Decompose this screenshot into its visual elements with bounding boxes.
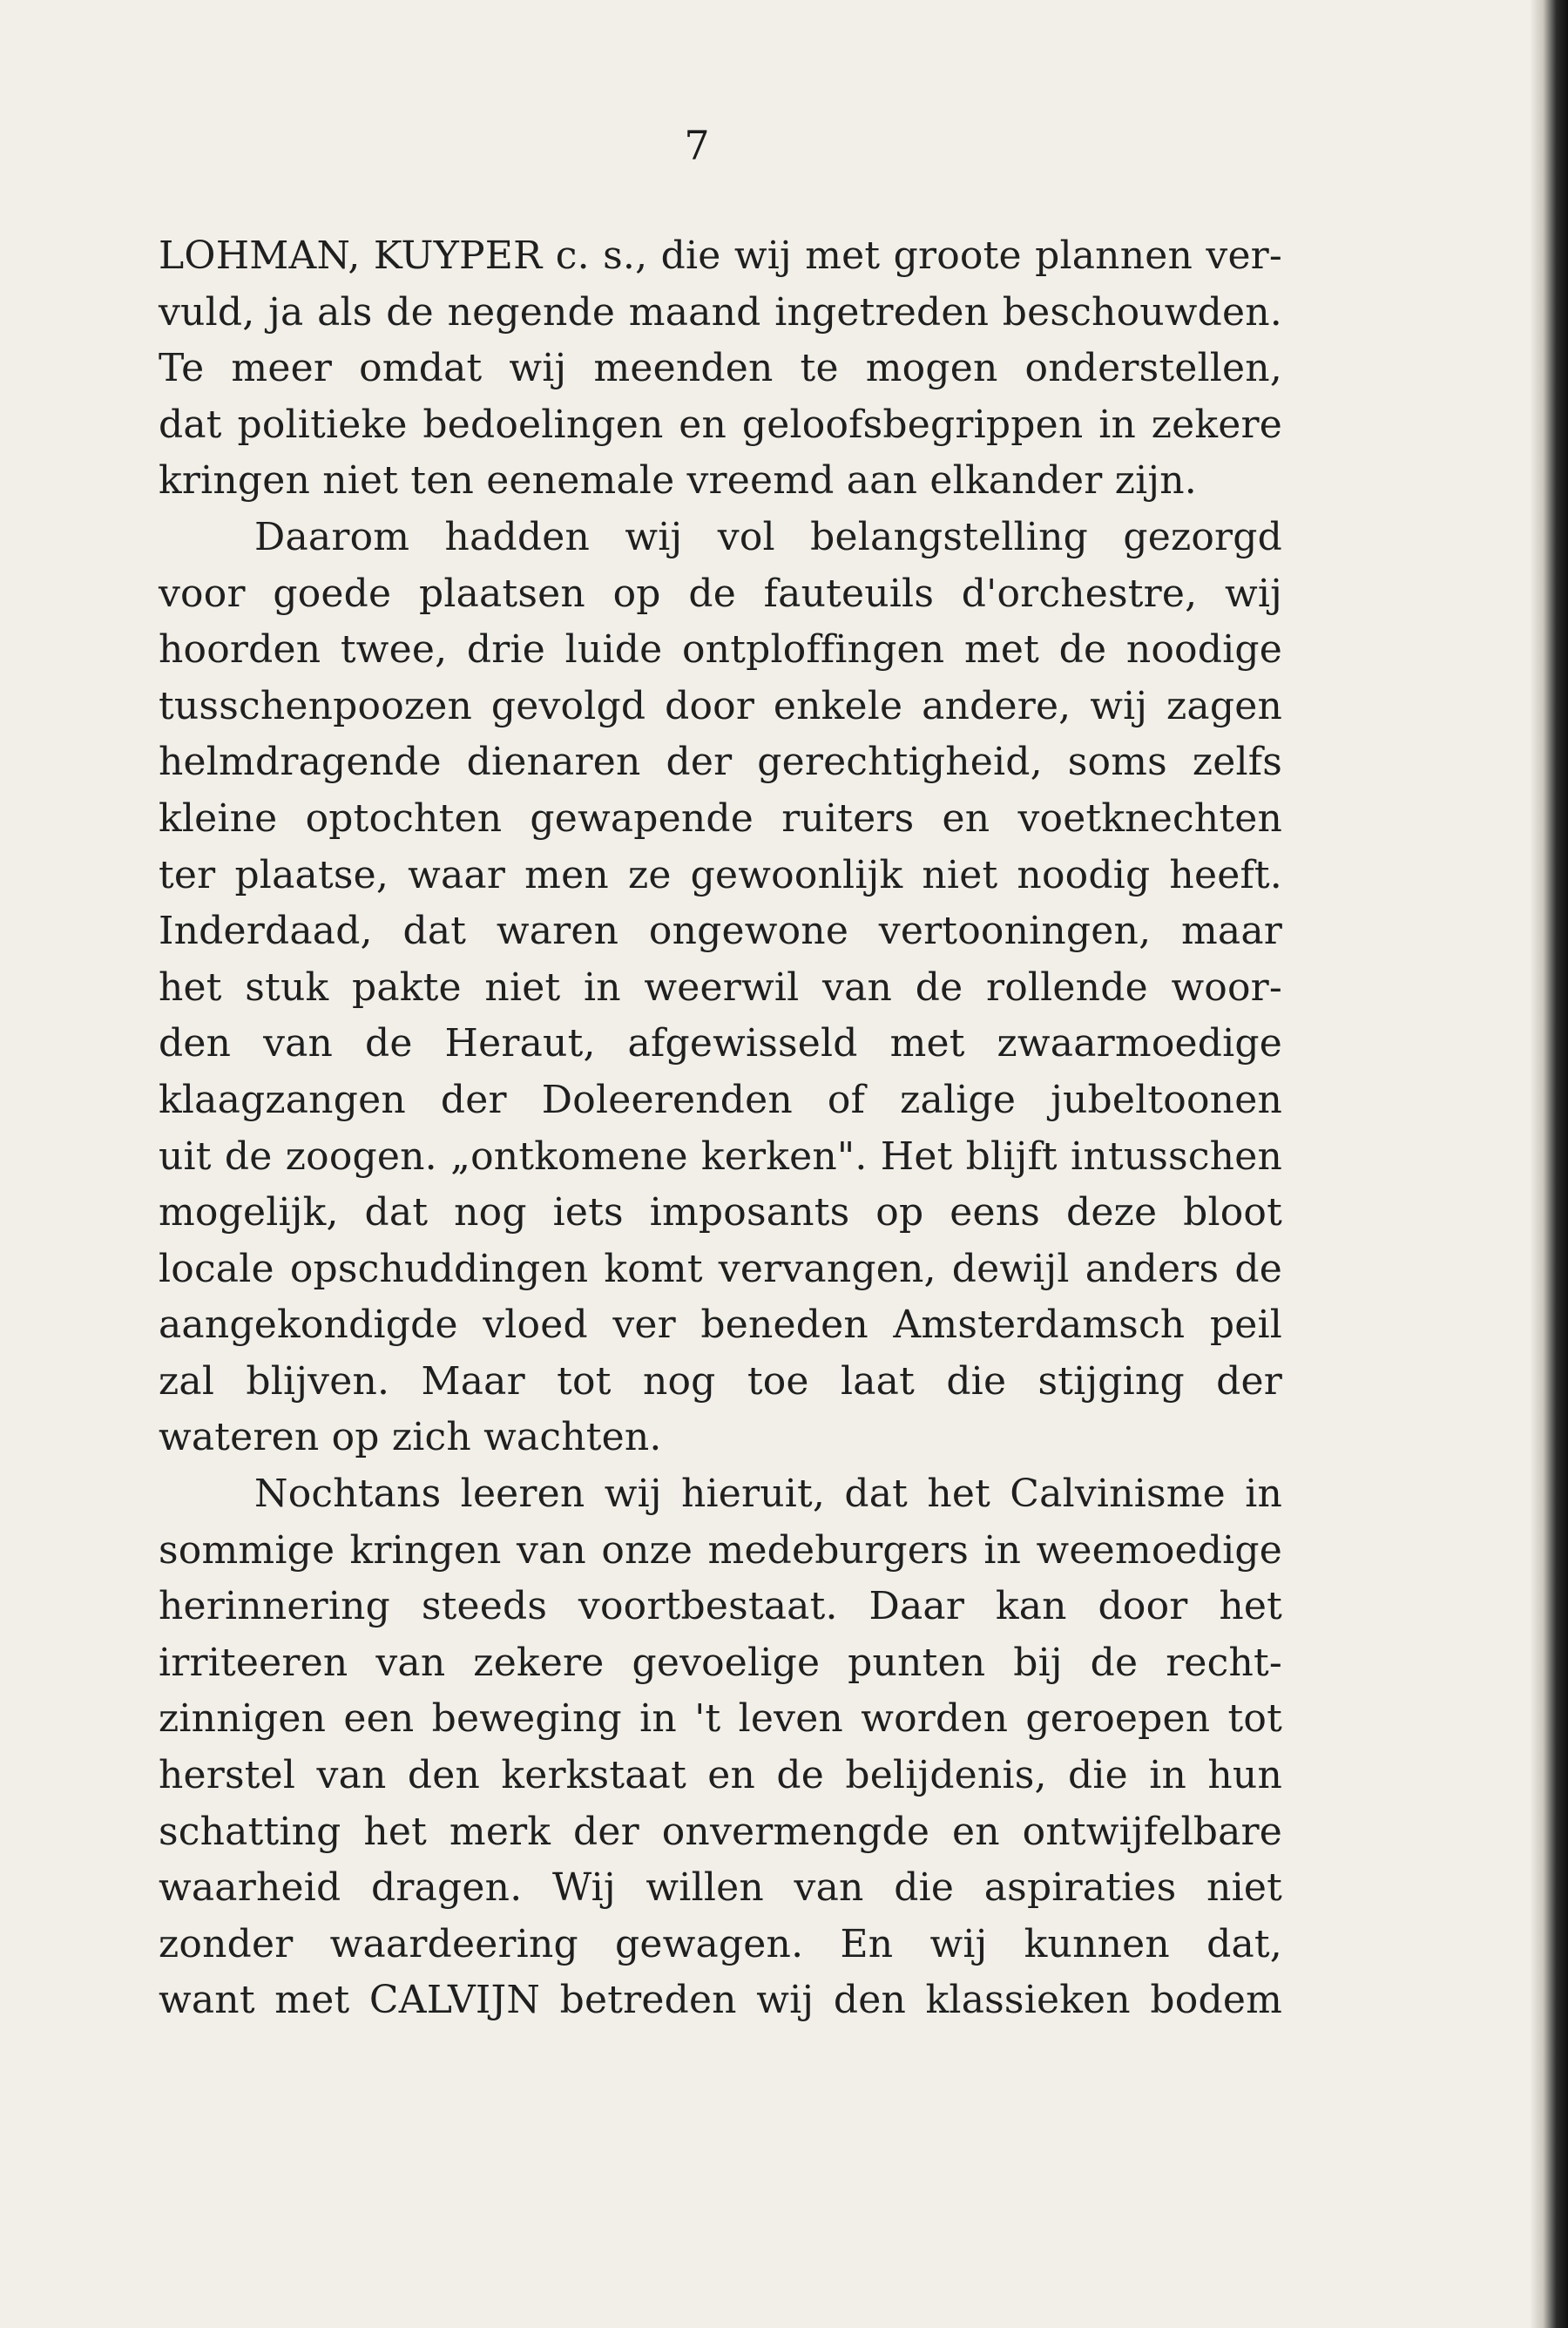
text-line: zal blijven. Maar tot nog toe laat die stijging der: [159, 1358, 1282, 1404]
paragraph-3: [159, 1466, 1282, 2029]
text-line: kringen niet ten eenemale vreemd aan elkander zijn.: [159, 458, 1197, 504]
text-line: mogelijk, dat nog iets imposants op eens deze bloot: [159, 1190, 1282, 1235]
text-line: hoorden twee, drie luide ontploffingen met de noodige: [159, 627, 1282, 673]
paragraph-2: [159, 510, 1282, 1466]
text-line: het stuk pakte niet in weerwil van de rollende woor-: [159, 964, 1282, 1010]
text-line: herinnering steeds voortbestaat. Daar kan door het: [159, 1584, 1282, 1629]
text-line: wateren op zich wachten.: [159, 1415, 662, 1460]
text-line: herstel van den kerkstaat en de belijdenis, die in hun: [159, 1753, 1282, 1798]
text-line: zinnigen een beweging in 't leven worden geroepen tot: [159, 1696, 1282, 1742]
text-line: dat politieke bedoelingen en geloofsbegrippen in zekere: [159, 402, 1282, 447]
text-line: Te meer omdat wij meenden te mogen onderstellen,: [159, 346, 1282, 391]
page-edge-shadow: [1530, 0, 1568, 2328]
text-line: zonder waardeering gewagen. En wij kunnen dat,: [159, 1921, 1282, 1966]
text-line: Inderdaad, dat waren ongewone vertooningen, maar: [159, 909, 1282, 954]
text-line: ter plaatse, waar men ze gewoonlijk niet noodig heeft.: [159, 852, 1282, 897]
text-line: Daarom hadden wij vol belangstelling gezorgd: [254, 514, 1282, 559]
text-line: kleine optochten gewapende ruiters en voetknechten: [159, 795, 1282, 841]
text-line: waarheid dragen. Wij willen van die aspiraties niet: [159, 1865, 1282, 1911]
text-line: den van de Heraut, afgewisseld met zwaarmoedige: [159, 1021, 1282, 1066]
body-text: [159, 228, 1282, 2029]
text-line: voor goede plaatsen op de fauteuils d'orchestre, wij: [159, 571, 1282, 616]
text-line: Nochtans leeren wij hieruit, dat het Calvinisme in: [254, 1472, 1282, 1517]
text-line: locale opschuddingen komt vervangen, dewijl anders de: [159, 1246, 1282, 1291]
text-line: irriteeren van zekere gevoelige punten bij de recht-: [159, 1640, 1282, 1685]
text-line: sommige kringen van onze medeburgers in weemoedige: [159, 1527, 1282, 1573]
text-line: schatting het merk der onvermengde en ontwijfelbare: [159, 1809, 1282, 1854]
paragraph-1: [159, 228, 1282, 510]
text-line: tusschenpoozen gevolgd door enkele andere, wij zagen: [159, 683, 1282, 728]
text-line: vuld, ja als de negende maand ingetreden beschouwden.: [159, 289, 1282, 335]
page-number: 7: [684, 122, 710, 169]
text-line: helmdragende dienaren der gerechtigheid, soms zelfs: [159, 740, 1282, 785]
text-line: uit de zoogen. „ontkomene kerken". Het blijft intusschen: [159, 1134, 1282, 1179]
text-line: klaagzangen der Doleerenden of zalige jubeltoonen: [159, 1077, 1282, 1122]
text-line: LOHMAN, KUYPER c. s., die wij met groote plannen ver-: [159, 233, 1282, 278]
text-line: want met CALVIJN betreden wij den klassieken bodem: [159, 1978, 1282, 2023]
text-line: aangekondigde vloed ver beneden Amsterdamsch peil: [159, 1303, 1282, 1348]
